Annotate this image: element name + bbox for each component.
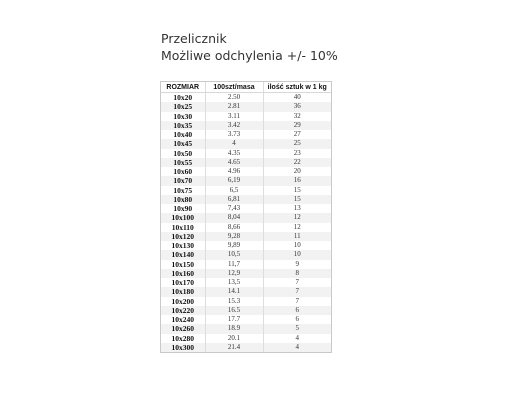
- cell-pieces-per-kg: 7: [263, 287, 331, 296]
- cell-mass-per-100: 8,66: [205, 223, 263, 232]
- cell-mass-per-100: 2.81: [205, 102, 263, 111]
- table-row: [161, 186, 331, 195]
- cell-size: 10x180: [161, 287, 205, 296]
- cell-pieces-per-kg: 10: [293, 241, 301, 250]
- cell-size: 10x20: [173, 93, 193, 103]
- cell-pieces-per-kg: 4: [295, 333, 299, 342]
- cell-pieces-per-kg: 7: [295, 296, 299, 305]
- cell-pieces-per-kg: 40: [293, 93, 301, 102]
- cell-pieces-per-kg: 16: [263, 176, 331, 185]
- cell-mass-per-100: 6,81: [205, 195, 263, 204]
- cell-size: 10x280: [171, 333, 194, 343]
- table-row: [161, 176, 331, 185]
- table-row: [161, 121, 331, 130]
- cell-pieces-per-kg: 12: [263, 213, 331, 222]
- cell-size: 10x45: [161, 139, 205, 148]
- document-title: [161, 30, 338, 64]
- cell-mass-per-100: 11,7: [205, 260, 263, 269]
- cell-size: 10x170: [171, 278, 194, 288]
- table-row: [161, 167, 331, 176]
- cell-mass-per-100: 2.50: [205, 93, 263, 103]
- title-converter: Przelicznik: [161, 31, 227, 46]
- cell-mass-per-100: 3.42: [205, 121, 263, 130]
- cell-size: 10x120: [161, 232, 205, 241]
- cell-pieces-per-kg: 20: [293, 167, 301, 176]
- cell-size: 10x80: [161, 195, 205, 204]
- cell-pieces-per-kg: 15: [293, 185, 301, 194]
- table-row: [161, 213, 331, 222]
- cell-pieces-per-kg: 12: [293, 222, 301, 231]
- cell-mass-per-100: 6,19: [205, 176, 263, 185]
- cell-pieces-per-kg: 36: [263, 102, 331, 111]
- table-row: [161, 102, 331, 111]
- cell-pieces-per-kg: 4: [263, 343, 331, 352]
- header-pieces-per-kg: ilość sztuk w 1 kg: [263, 82, 331, 93]
- cell-mass-per-100: 12,9: [205, 269, 263, 278]
- header-size: ROZMIAR: [161, 82, 205, 93]
- cell-size: 10x25: [161, 102, 205, 111]
- cell-size: 10x130: [171, 241, 194, 251]
- table-header-row: [161, 82, 331, 93]
- cell-size: 10x110: [171, 222, 194, 232]
- table-row: [161, 149, 331, 158]
- table-row: [161, 324, 331, 333]
- cell-mass-per-100: 9,89: [205, 241, 263, 250]
- cell-mass-per-100: 17.7: [205, 315, 263, 324]
- table-row: [161, 315, 331, 324]
- table-row: [161, 232, 331, 241]
- cell-size: 10x90: [173, 204, 193, 214]
- cell-pieces-per-kg: 22: [263, 158, 331, 167]
- table-row: [161, 93, 331, 103]
- cell-pieces-per-kg: 6: [263, 306, 331, 315]
- cell-mass-per-100: 10,5: [205, 250, 263, 259]
- cell-mass-per-100: 3.11: [205, 112, 263, 121]
- cell-size: 10x140: [161, 250, 205, 259]
- table-row: [161, 343, 331, 352]
- cell-size: 10x40: [173, 130, 193, 140]
- cell-size: 10x100: [161, 213, 205, 222]
- table-row: [161, 204, 331, 213]
- table-row: [161, 334, 331, 343]
- cell-mass-per-100: 18.9: [205, 324, 263, 333]
- cell-pieces-per-kg: 11: [263, 232, 331, 241]
- cell-mass-per-100: 6,5: [205, 186, 263, 195]
- cell-size: 10x160: [161, 269, 205, 278]
- cell-size: 10x50: [173, 148, 193, 158]
- header-mass-per-100: 100szt/masa: [205, 82, 263, 93]
- cell-pieces-per-kg: 15: [263, 195, 331, 204]
- table-row: [161, 250, 331, 259]
- cell-mass-per-100: 8,04: [205, 213, 263, 222]
- table-row: [161, 158, 331, 167]
- cell-mass-per-100: 7,43: [205, 204, 263, 213]
- cell-pieces-per-kg: 29: [263, 121, 331, 130]
- cell-size: 10x220: [161, 306, 205, 315]
- cell-mass-per-100: 21.4: [205, 343, 263, 352]
- cell-pieces-per-kg: 6: [295, 315, 299, 324]
- cell-pieces-per-kg: 25: [263, 139, 331, 148]
- table-row: [161, 278, 331, 287]
- cell-mass-per-100: 13,5: [205, 278, 263, 287]
- table-row: [161, 269, 331, 278]
- cell-pieces-per-kg: 27: [293, 130, 301, 139]
- cell-size: 10x260: [161, 324, 205, 333]
- table-row: [161, 287, 331, 296]
- cell-mass-per-100: 4: [205, 139, 263, 148]
- cell-size: 10x30: [173, 111, 193, 121]
- table-row: [161, 306, 331, 315]
- cell-mass-per-100: 3.73: [205, 130, 263, 139]
- cell-pieces-per-kg: 23: [293, 148, 301, 157]
- conversion-table-container: [160, 81, 332, 353]
- cell-mass-per-100: 4.96: [205, 167, 263, 176]
- cell-mass-per-100: 15.3: [205, 297, 263, 306]
- table-row: [161, 223, 331, 232]
- cell-mass-per-100: 4.65: [205, 158, 263, 167]
- cell-size: 10x70: [161, 176, 205, 185]
- conversion-table: [161, 82, 331, 352]
- table-row: [161, 260, 331, 269]
- cell-pieces-per-kg: 10: [263, 250, 331, 259]
- cell-size: 10x75: [173, 185, 193, 195]
- table-row: [161, 297, 331, 306]
- table-row: [161, 139, 331, 148]
- cell-mass-per-100: 14.1: [205, 287, 263, 296]
- table-row: [161, 241, 331, 250]
- table-row: [161, 112, 331, 121]
- title-deviation-note: Możliwe odchylenia +/- 10%: [161, 48, 338, 63]
- cell-mass-per-100: 20.1: [205, 334, 263, 343]
- cell-size: 10x150: [171, 259, 194, 269]
- cell-pieces-per-kg: 32: [293, 111, 301, 120]
- cell-pieces-per-kg: 13: [293, 204, 301, 213]
- cell-pieces-per-kg: 7: [295, 278, 299, 287]
- cell-pieces-per-kg: 5: [263, 324, 331, 333]
- table-row: [161, 130, 331, 139]
- cell-pieces-per-kg: 9: [295, 259, 299, 268]
- cell-size: 10x35: [161, 121, 205, 130]
- table-row: [161, 195, 331, 204]
- cell-mass-per-100: 16.5: [205, 306, 263, 315]
- cell-mass-per-100: 4.35: [205, 149, 263, 158]
- cell-size: 10x55: [161, 158, 205, 167]
- cell-size: 10x60: [173, 167, 193, 177]
- cell-pieces-per-kg: 8: [263, 269, 331, 278]
- cell-size: 10x300: [161, 343, 205, 352]
- cell-mass-per-100: 9,28: [205, 232, 263, 241]
- cell-size: 10x240: [171, 315, 194, 325]
- cell-size: 10x200: [171, 296, 194, 306]
